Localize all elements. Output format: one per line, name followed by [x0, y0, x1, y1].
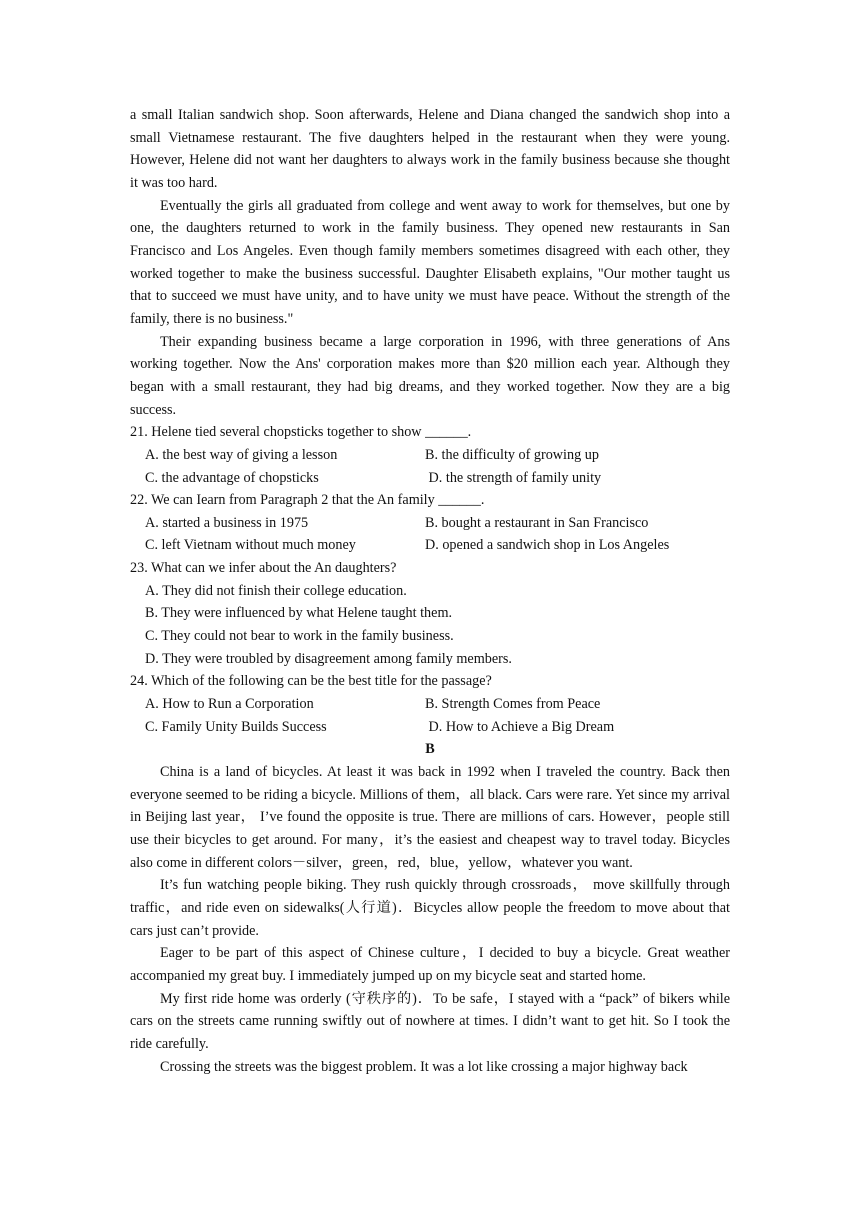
option: C. Family Unity Builds Success [145, 718, 327, 735]
option: B. They were influenced by what Helene taught them. [145, 605, 453, 622]
option: B. the difficulty of growing up [425, 446, 599, 463]
paragraph: Crossing the streets was the biggest problem. It was a lot like crossing a major highway back [160, 1058, 688, 1075]
option-row [130, 534, 730, 557]
option: B. Strength Comes from Peace [425, 696, 601, 713]
option: D. They were troubled by disagreement among family members. [145, 650, 512, 667]
option: A. the best way of giving a lesson [145, 446, 338, 463]
option-row [130, 580, 730, 603]
paragraph: My first ride home was orderly (守秩序的)．To be safe，I stayed with a “pack” of bikers while cars on the streets came running swiftly out of nowhere at times. I didn’t want to get hit. So I took the ride carefully. [130, 990, 730, 1052]
option: C. They could not bear to work in the family business. [145, 628, 454, 645]
option: C. the advantage of chopsticks [145, 469, 319, 486]
question-stem: 21. Helene tied several chopsticks together to show ______. [130, 424, 472, 441]
option: D. How to Achieve a Big Dream [425, 718, 615, 735]
option: D. opened a sandwich shop in Los Angeles [425, 537, 670, 554]
paragraph: Their expanding business became a large corporation in 1996, with three generations of Ans working together. Now the Ans' corporation makes more than $20 million each year. Although they began with a small restaurant, they had big dreams, and they worked together. Now they are a big success. [130, 333, 730, 418]
paragraph: China is a land of bicycles. At least it was back in 1992 when I traveled the country. Back then everyone seemed to be riding a bicycle. Millions of them，all black. Cars were rare. Yet since my arrival in Beijing last year， I’ve found the opposite is true. There are millions of cars. However，people still use their bicycles to get around. For many，it’s the easiest and cheapest way to travel today. Bicycles also come in different colors－silver，green，red，blue，yellow，whatever you want. [130, 764, 730, 871]
paragraph: Eager to be part of this aspect of Chinese culture，I decided to buy a bicycle. Great weather accompanied my great buy. I immediately jumped up on my bicycle seat and started home. [130, 945, 730, 984]
option: A. They did not finish their college education. [145, 582, 407, 599]
option: A. How to Run a Corporation [145, 696, 314, 713]
question-stem: 22. We can Iearn from Paragraph 2 that the An family ______. [130, 492, 485, 509]
option-row [130, 602, 730, 625]
option: B. bought a restaurant in San Francisco [425, 514, 649, 531]
option: A. started a business in 1975 [145, 514, 309, 531]
option-row [130, 444, 730, 467]
option-row [130, 648, 730, 671]
option-row [130, 693, 730, 716]
option-row [130, 716, 730, 739]
document-page [130, 104, 730, 1078]
option: C. left Vietnam without much money [145, 537, 356, 554]
section-heading: B [425, 741, 435, 758]
question-stem: 24. Which of the following can be the best title for the passage? [130, 673, 492, 690]
option-row [130, 467, 730, 490]
option-row [130, 512, 730, 535]
paragraph: Eventually the girls all graduated from college and went away to work for themselves, but one by one, the daughters returned to work in the family business. They opened new restaurants in San Francisco and Los Angeles. Even though family members sometimes disagreed with each other, they worked together to make the business successful. Daughter Elisabeth explains, "Our mother taught us that to succeed we must have unity, and to have unity we must have peace. Without the strength of the family, there is no business." [130, 197, 730, 327]
paragraph: a small Italian sandwich shop. Soon afterwards, Helene and Diana changed the sandwich shop into a small Vietnamese restaurant. The five daughters helped in the restaurant when they were young. However, Helene did not want her daughters to always work in the family business because she thought it was too hard. [130, 107, 730, 191]
option-row [130, 625, 730, 648]
question-stem: 23. What can we infer about the An daughters? [130, 560, 397, 577]
paragraph: It’s fun watching people biking. They rush quickly through crossroads， move skillfully through traffic，and ride even on sidewalks(人行道)．Bicycles allow people the freedom to move about that cars just can’t provide. [130, 877, 730, 939]
option: D. the strength of family unity [425, 469, 602, 486]
